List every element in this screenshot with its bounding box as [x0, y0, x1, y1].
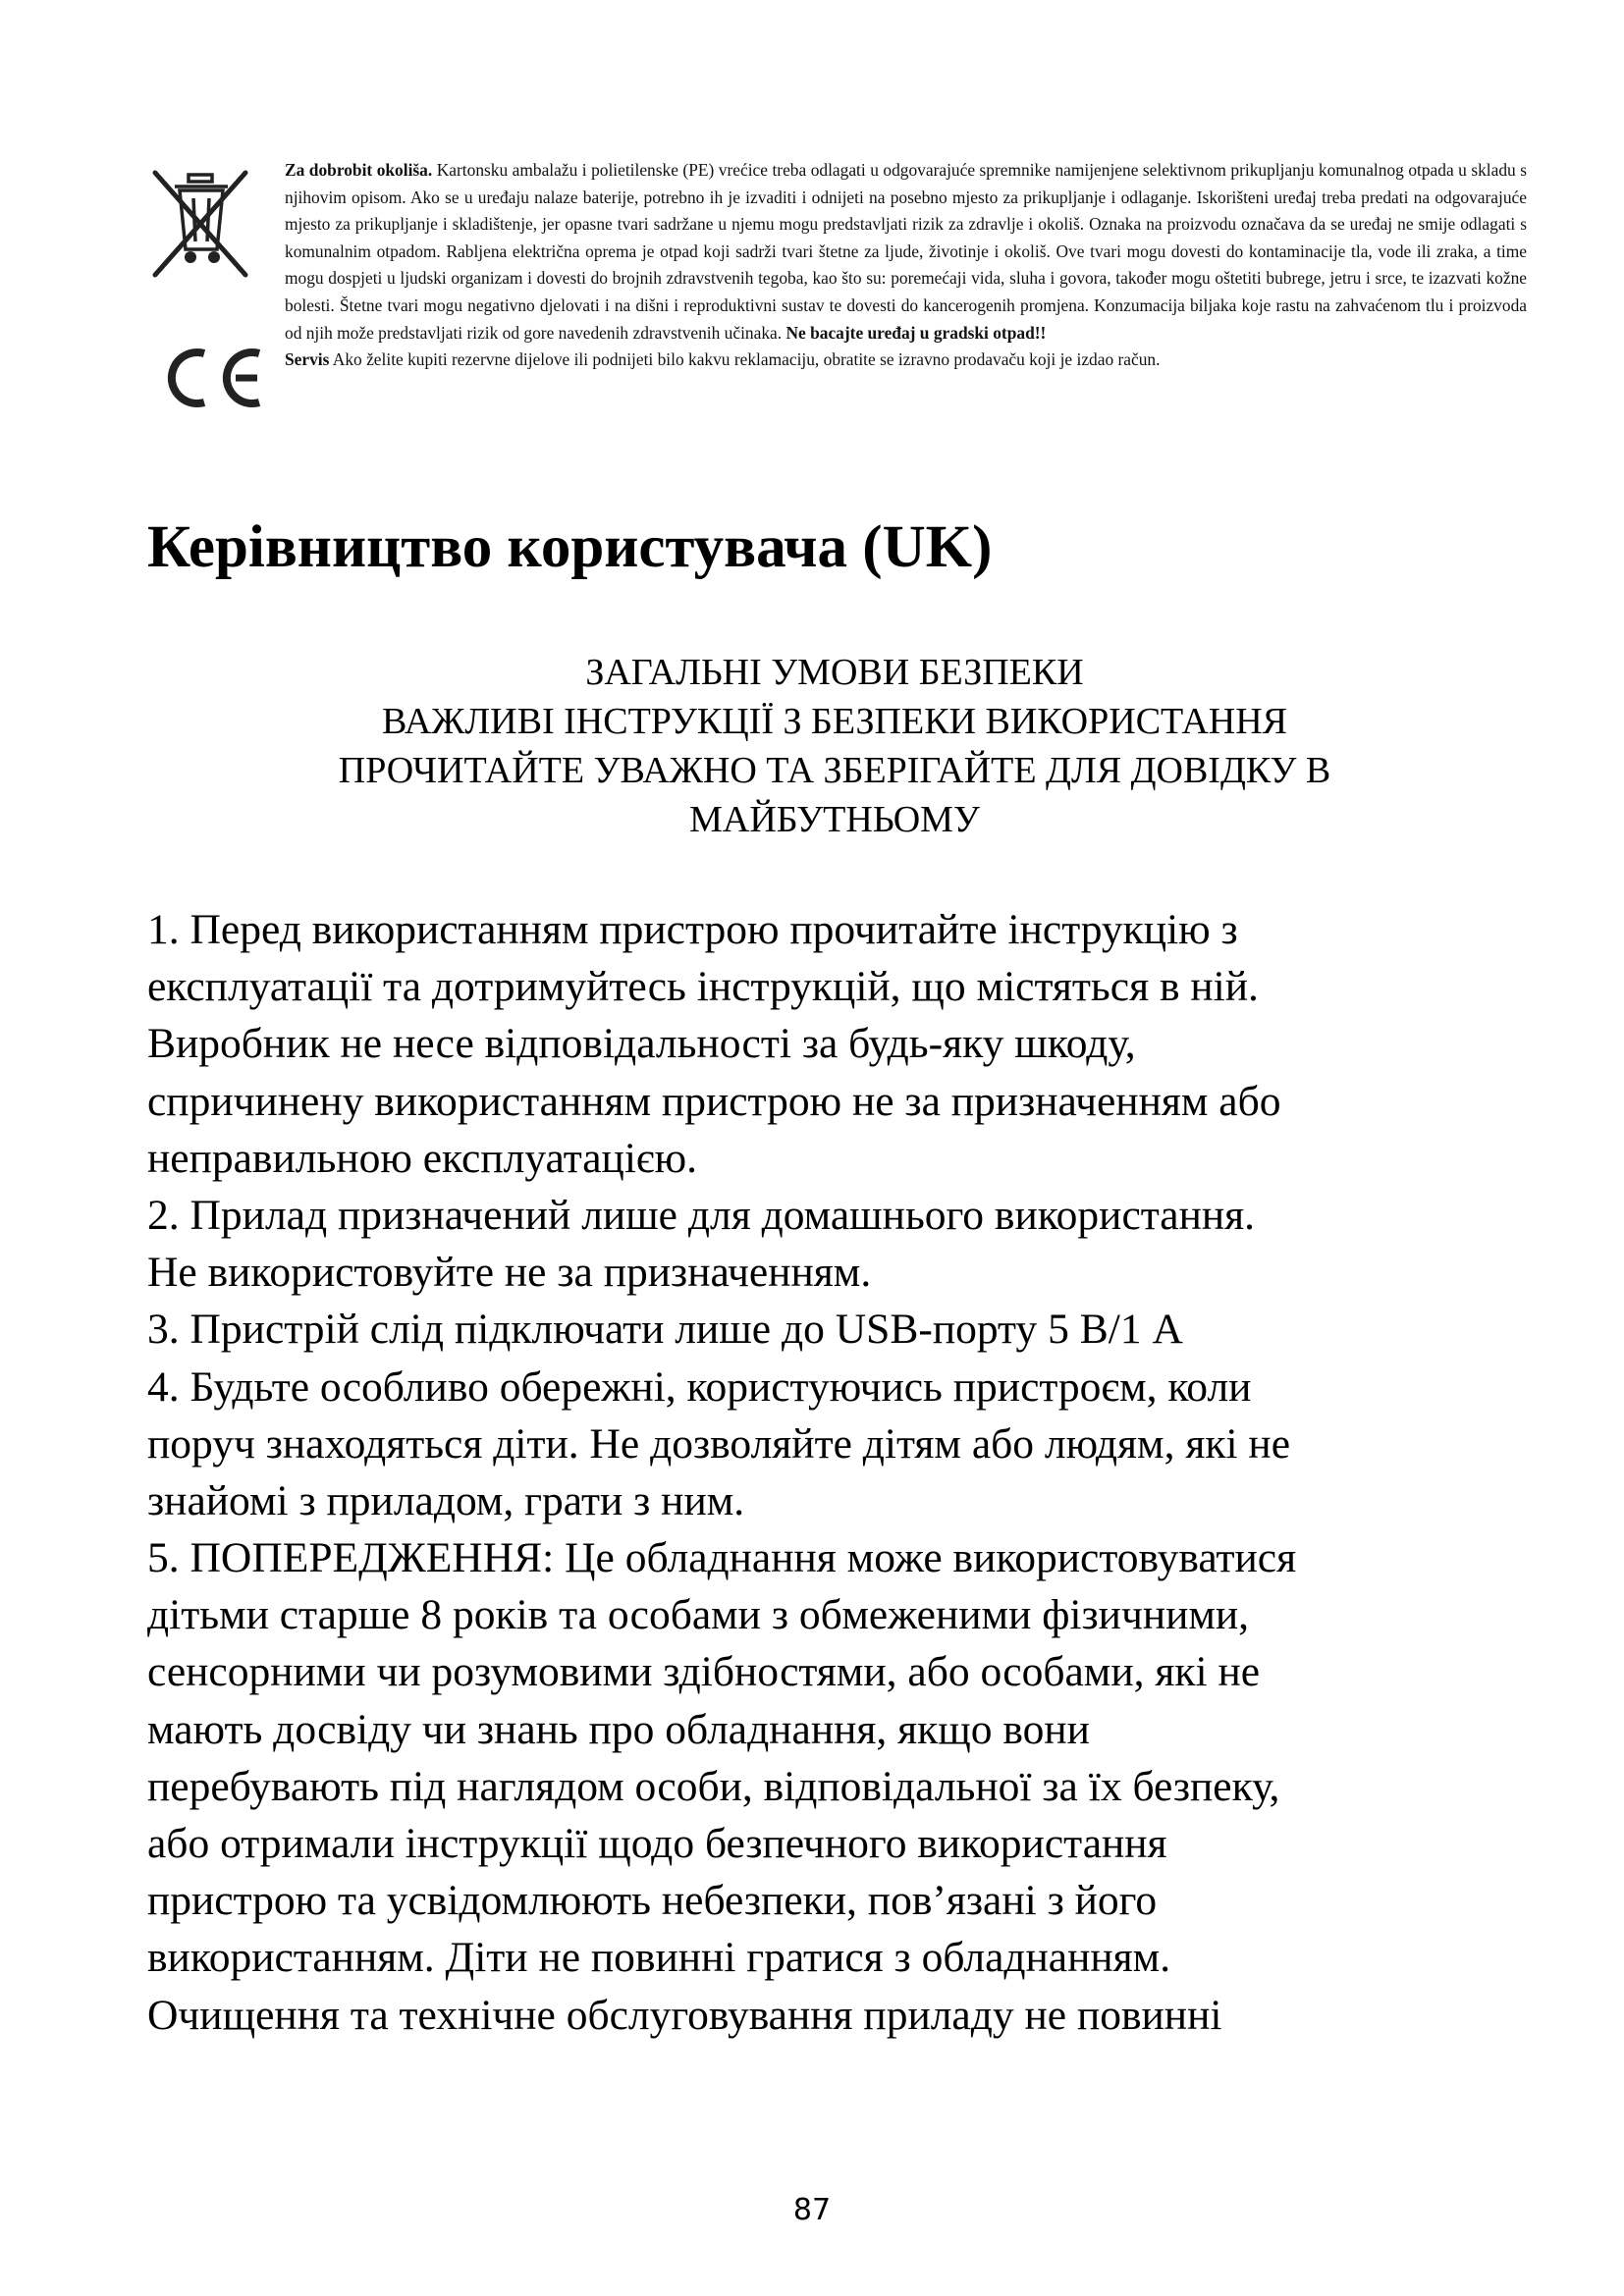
environment-lead: Za dobrobit okoliša.: [285, 160, 433, 180]
body-line: 5. ПОПЕРЕДЖЕННЯ: Це обладнання може використовуватися: [147, 1534, 1297, 1582]
body-line: Не використовуйте не за призначенням.: [147, 1249, 872, 1297]
body-line: неправильною експлуатацією.: [147, 1134, 697, 1182]
body-line: 2. Прилад призначений лише для домашнього використання.: [147, 1191, 1256, 1239]
ce-mark-icon: [157, 344, 265, 412]
servis-paragraph: [285, 347, 1527, 374]
body-line: пристрою та усвідомлюють небезпеки, пов’язані з його: [147, 1877, 1158, 1925]
environment-notice: [285, 157, 1527, 374]
safety-heading-line: ЗАГАЛЬНІ УМОВИ БЕЗПЕКИ: [585, 652, 1084, 693]
symbols-column: [149, 165, 257, 412]
body-line: або отримали інструкції щодо безпечного використання: [147, 1820, 1167, 1867]
crossed-out-wheelie-bin-icon: [149, 165, 251, 283]
environment-warning: Ne bacajte uređaj u gradski otpad!!: [785, 322, 1047, 343]
environment-paragraph: [285, 157, 1527, 347]
environment-text: Kartonsku ambalažu i polietilenske (PE) vrećice treba odlagati u odgovarajuće spremnike namijenjene selektivnom prikupljanju komunalnog otpada u skladu s njihovim opisom. Ako se u uređaju nalaze baterije, potrebno ih je izvaditi i odnijeti na posebno mjesto za prikupljanje i odlaganje. Iskorišteni uređaj treba predati na odgovarajuće mjesto za prikupljanje i skladištenje, jer opasne tvari sadržane u njemu mogu predstavljati rizik za zdravlje i okoliš. Oznaka na proizvodu označava da se uređaj ne smije odlagati s komunalnim otpadom. Rabljena električna oprema je otpad koji sadrži tvari štetne za ljude, životinje i okoliš. Ove tvari mogu dovesti do kontaminacije tla, vode ili zraka, a time mogu dospjeti u ljudski organizam i dovesti do brojnih zdravstvenih tegoba, kao što su: poremećaji vida, sluha i govora, također mogu oštetiti bubrege, jetru i srce, te izazvati kožne bolesti. Štetne tvari mogu negativno djelovati i na dišni i reproduktivni sustav te dovesti do kancerogenih promjena. Konzumacija biljaka koje rastu na zahvaćenom tlu i proizvoda od njih može predstavljati rizik od gore navedenih zdravstvenih učinaka.: [285, 160, 1527, 343]
body-line: Очищення та технічне обслуговування приладу не повинні: [147, 1991, 1222, 2039]
page-title: Керівництво користувача (UK): [147, 514, 993, 580]
body-line: мають досвіду чи знань про обладнання, якщо вони: [147, 1705, 1090, 1753]
safety-heading-line: МАЙБУТНЬОМУ: [689, 799, 980, 840]
body-line: 1. Перед використанням пристрою прочитайте інструкцію з: [147, 906, 1238, 953]
body-line: використанням. Діти не повинні гратися з обладнанням.: [147, 1934, 1171, 1982]
body-line: Виробник не несе відповідальності за будь-яку шкоду,: [147, 1020, 1136, 1068]
body-line: сенсорними чи розумовими здібностями, або особами, які не: [147, 1648, 1261, 1696]
servis-text: Ako želite kupiti rezervne dijelove ili podnijeti bilo kakvu reklamaciju, obratite se izravno prodavaču koji je izdao račun.: [329, 349, 1161, 370]
body-line: поруч знаходяться діти. Не дозволяйте дітям або людям, які не: [147, 1419, 1291, 1468]
body-line: спричинену використанням пристрою не за призначенням або: [147, 1077, 1281, 1125]
body-line: перебувають під наглядом особи, відповідальної за їх безпеку,: [147, 1762, 1280, 1810]
safety-heading-line: ВАЖЛИВІ ІНСТРУКЦІЇ З БЕЗПЕКИ ВИКОРИСТАННЯ: [381, 701, 1288, 742]
body-line: 3. Пристрій слід підключати лише до USB-порту 5 В/1 А: [147, 1306, 1183, 1354]
body-line: дітьми старше 8 років та особами з обмеженими фізичними,: [147, 1591, 1250, 1639]
page-number: 87: [792, 2193, 832, 2227]
instructions-body: [147, 901, 1542, 2044]
body-line: знайомі з приладом, грати з ним.: [147, 1476, 745, 1524]
safety-heading: [147, 648, 1522, 844]
body-line: 4. Будьте особливо обережні, користуючись пристроєм, коли: [147, 1362, 1252, 1411]
servis-label: Servis: [285, 349, 330, 370]
safety-heading-line: ПРОЧИТАЙТЕ УВАЖНО ТА ЗБЕРІГАЙТЕ ДЛЯ ДОВІДКУ В: [338, 750, 1331, 791]
body-line: експлуатації та дотримуйтесь інструкцій, що містяться в ній.: [147, 963, 1259, 1011]
